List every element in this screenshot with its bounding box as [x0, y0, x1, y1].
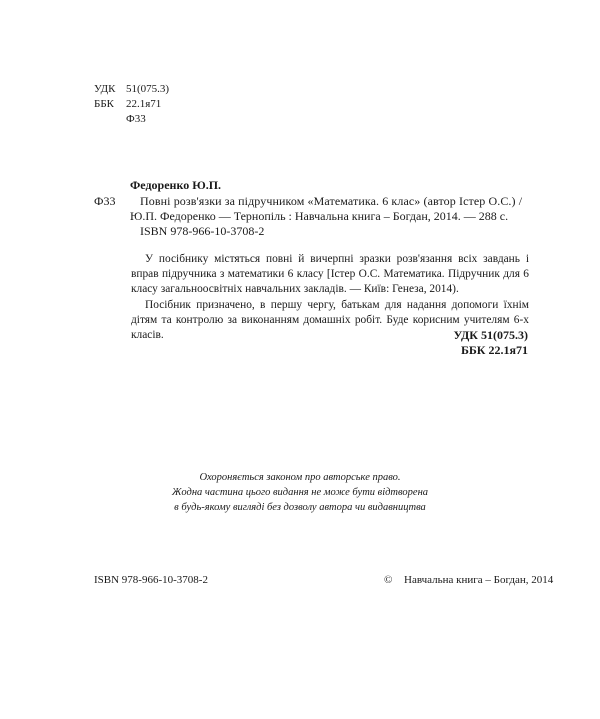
annotation-bbk: ББК 22.1я71 [460, 343, 528, 357]
annotation-udk: УДК 51(075.3) [453, 328, 528, 342]
author-name: Федоренко Ю.П. [130, 178, 222, 192]
record-title-line2: Ю.П. Федоренко — Тернопіль : Навчальна книга – Богдан, 2014. — 288 с. [130, 209, 509, 223]
bbk-value: 22.1я71 [126, 98, 162, 110]
rights-notice [150, 470, 450, 515]
annotation-paragraph-2-text: Посібник призначено, в першу чергу, батькам для надання допомоги їхнім дітям та контролю за виконанням домашніх робіт. Буде корисним учителям 6-х класів. [131, 299, 529, 341]
bbk-label: ББК [94, 98, 114, 110]
rights-line-2: Жодна частина цього видання не може бути відтворена [171, 487, 429, 498]
copyright-icon: © [384, 574, 393, 586]
cutter-code: Ф33 [126, 113, 146, 125]
footer-isbn: ISBN 978-966-10-3708-2 [94, 574, 208, 586]
udk-label: УДК [94, 83, 116, 95]
annotation-paragraph-1 [131, 252, 529, 297]
record-cutter: Ф33 [94, 194, 116, 208]
rights-line-1: Охороняється законом про авторське право. [199, 472, 401, 483]
footer-publisher: Навчальна книга – Богдан, 2014 [404, 574, 554, 586]
record-isbn: ISBN 978-966-10-3708-2 [140, 224, 265, 238]
rights-line-3: в будь-якому вигляді без дозволу автора чи видавництва [174, 502, 426, 513]
annotation-paragraph-1-text: У посібнику містяться повні й вичерпні зразки розв'язання всіх завдань і вправ підручника з математики 6 класу [Істер О.С. Математика. Підручник для 6 класу загальноосвітніх навчальних закладів. — Київ: Генеза, 2014). [131, 253, 529, 295]
record-title-line1: Повні розв'язки за підручником «Математика. 6 клас» (автор Істер О.С.) / [140, 194, 523, 208]
udk-value: 51(075.3) [126, 83, 170, 95]
